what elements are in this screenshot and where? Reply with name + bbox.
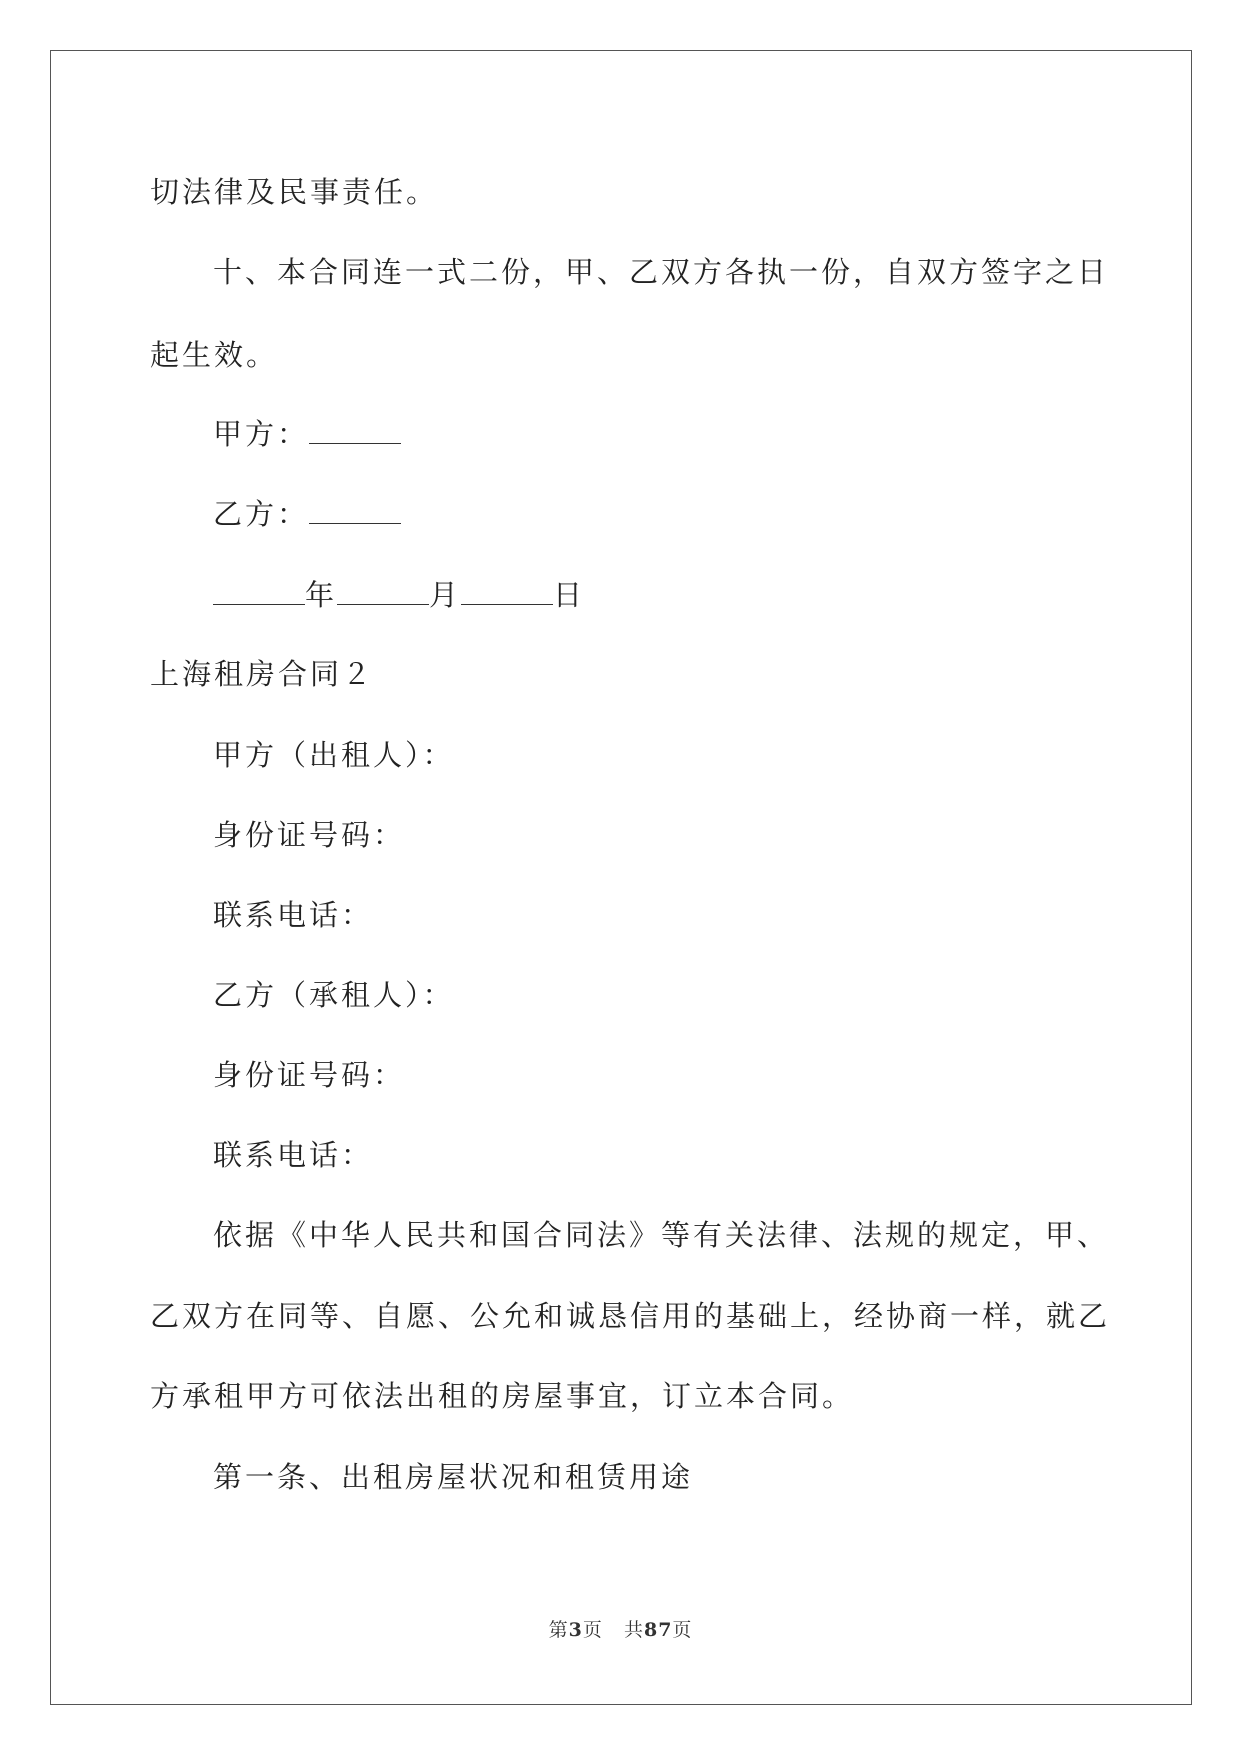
year-blank xyxy=(213,578,305,605)
text-line: 身份证号码： xyxy=(213,1058,406,1092)
signature-blank xyxy=(309,497,401,524)
text-line: 乙方（承租人）： xyxy=(213,978,455,1012)
footer-page-suffix: 页 xyxy=(582,1619,603,1641)
day-label: 日 xyxy=(553,578,586,612)
text-line: 甲方（出租人）： xyxy=(213,738,455,772)
month-label: 月 xyxy=(429,578,462,612)
text-line: 第一条、出租房屋状况和租赁用途 xyxy=(213,1460,694,1494)
footer-total-prefix: 共 xyxy=(623,1619,644,1641)
total-pages: 87 xyxy=(643,1619,673,1641)
day-blank xyxy=(461,578,553,605)
text-line: 乙双方在同等、自愿、公允和诚恳信用的基础上，经协商一样，就乙 xyxy=(150,1299,1111,1333)
text-line: 起生效。 xyxy=(150,338,279,372)
text-line: 依据《中华人民共和国合同法》等有关法律、法规的规定，甲、 xyxy=(213,1218,1110,1252)
date-line xyxy=(213,575,585,615)
page-number: 3 xyxy=(568,1619,583,1641)
party-b-signature-line xyxy=(213,494,401,534)
text-line: 身份证号码： xyxy=(213,818,406,852)
party-a-signature-line xyxy=(213,414,401,454)
page-footer xyxy=(0,1615,1241,1642)
text-line: 十、本合同连一式二份，甲、乙双方各执一份，自双方签字之日 xyxy=(213,255,1110,289)
party-b-label: 乙方： xyxy=(213,497,310,531)
footer-total-suffix: 页 xyxy=(672,1619,693,1641)
party-a-label: 甲方： xyxy=(213,417,310,451)
month-blank xyxy=(337,578,429,605)
text-line: 联系电话： xyxy=(213,898,374,932)
text-line: 联系电话： xyxy=(213,1138,374,1172)
text-line: 方承租甲方可依法出租的房屋事宜，订立本合同。 xyxy=(150,1379,855,1413)
year-label: 年 xyxy=(305,578,338,612)
footer-prefix: 第 xyxy=(548,1619,569,1641)
section-heading: 上海租房合同２ xyxy=(150,657,375,691)
text-line: 切法律及民事责任。 xyxy=(150,175,439,209)
signature-blank xyxy=(309,417,401,444)
